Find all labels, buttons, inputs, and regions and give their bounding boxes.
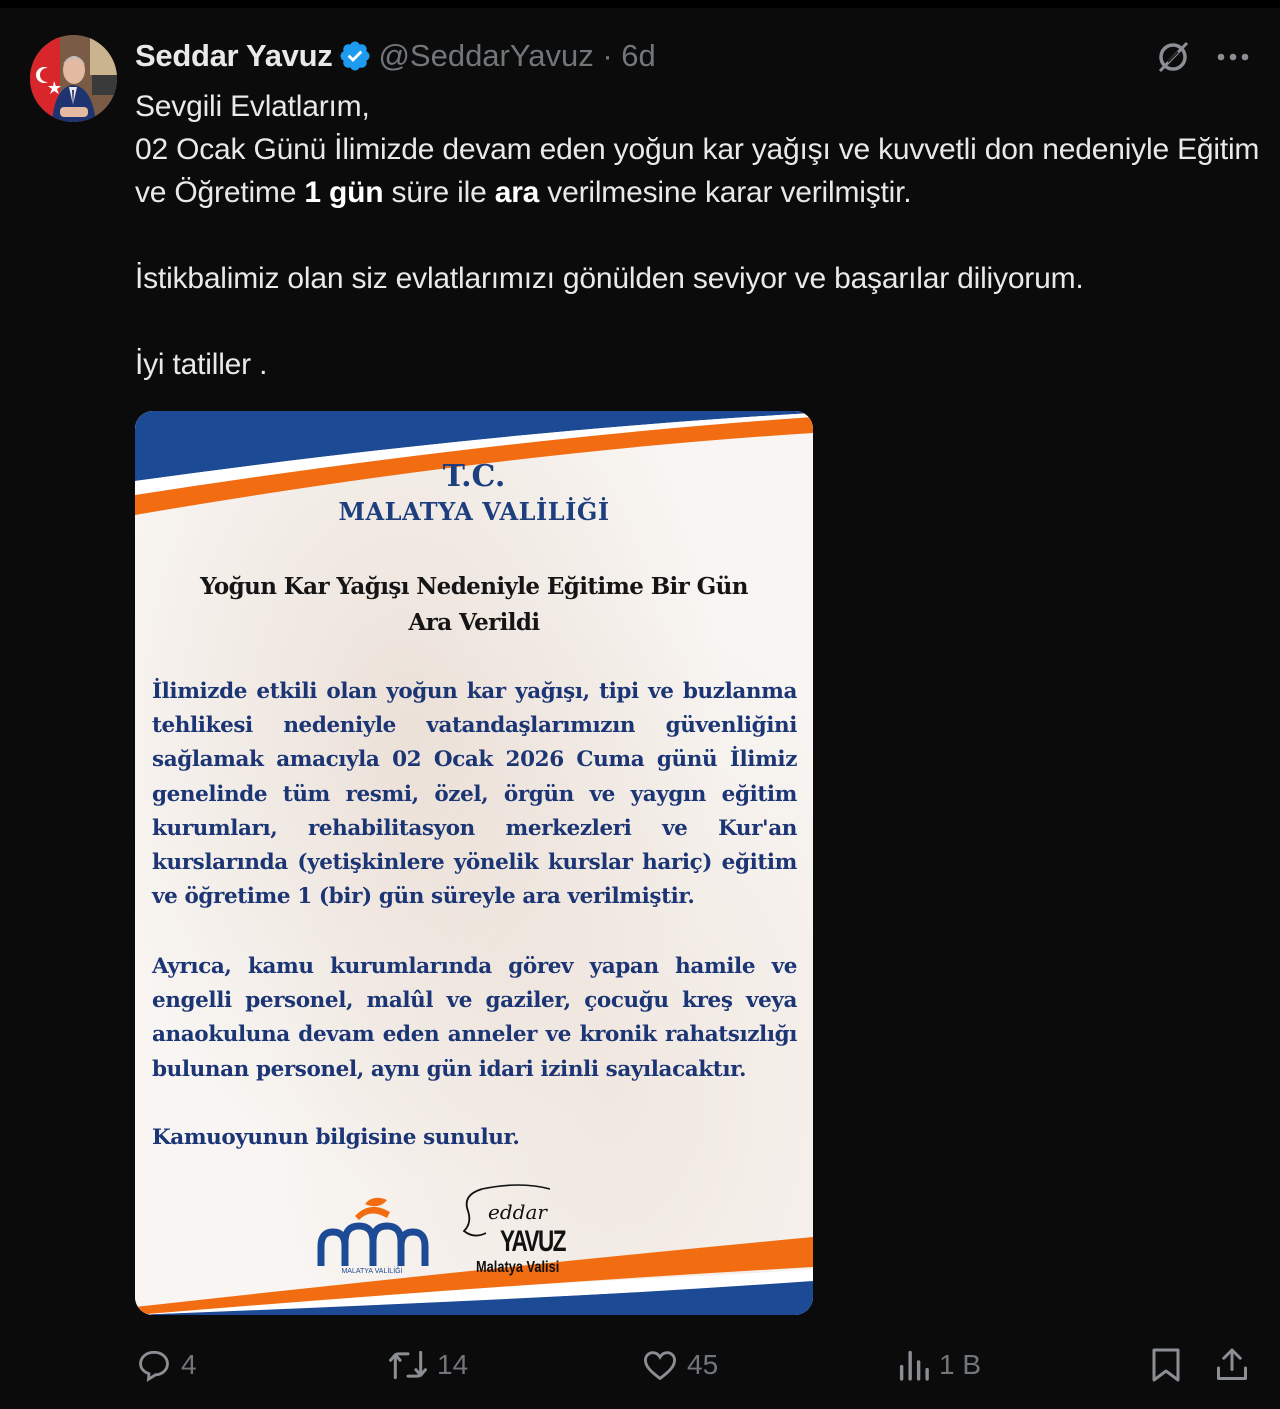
views-button[interactable] (897, 1340, 981, 1390)
doc-paragraph-1: İlimizde etkili olan yoğun kar yağışı, tipi ve buzlanma tehlikesi nedeniyle vatandaşlarımızın güvenliğini sağlamak amacıyla 02 Ocak 2026 Cuma günü İlimiz genelinde tüm resmi, özel, örgün ve yaygın eğitim kurumları, rehabilitasyon merkezleri ve Kur'an kurslarında (yetişkinlere yönelik kurslar hariç) eğitim ve öğretime 1 (bir) gün süreyle ara verilmiştir. (152, 679, 797, 910)
bold-span: ara (494, 176, 540, 209)
repost-icon (387, 1346, 429, 1384)
like-button[interactable] (641, 1340, 718, 1390)
text-span: 02 Ocak Günü İlimizde devam eden yoğun kar yağışı ve kuvvetli don nedeniyle Eğitim ve Öğretime (135, 133, 1260, 209)
more-button[interactable] (1216, 51, 1250, 63)
governor-signature (460, 1181, 580, 1281)
tweet-text (135, 85, 1265, 386)
tweet-actions (135, 1340, 1255, 1390)
author-handle-and-time[interactable]: @SeddarYavuz · 6d (378, 38, 656, 73)
doc-tc: T.C. (442, 459, 506, 494)
views-count: 1 B (939, 1349, 982, 1380)
grok-button[interactable] (1154, 38, 1192, 76)
bookmark-icon (1148, 1345, 1184, 1385)
more-icon (1216, 51, 1250, 63)
announcement-document (135, 411, 813, 1315)
logo-caption: MALATYA VALİLİĞİ (341, 1268, 403, 1274)
tweet-line-closing: İyi tatiller . (135, 348, 268, 381)
bold-span: 1 gün (304, 176, 384, 209)
signature-role: Malatya Valisi (476, 1259, 560, 1276)
like-count: 45 (687, 1349, 719, 1380)
tweet-line-greeting: Sevgili Evlatlarım, (135, 90, 370, 123)
bookmark-button[interactable] (1148, 1340, 1184, 1390)
doc-paragraph-2: Ayrıca, kamu kurumlarında görev yapan hamile ve engelli personel, malûl ve gaziler, çocuğu kreş veya anaokuluna devam eden anneler ve kronik rahatsızlığı bulunan personel, aynı gün idari izinli sayılacaktır. (152, 954, 797, 1082)
doc-office: MALATYA VALİLİĞİ (338, 497, 610, 526)
valilik-logo-icon (315, 1194, 430, 1274)
tweet-line-announcement (135, 128, 1265, 214)
share-icon (1214, 1345, 1250, 1385)
share-button[interactable] (1214, 1340, 1250, 1390)
views-chart-icon (897, 1346, 931, 1384)
verified-badge-icon (338, 39, 372, 73)
tweet-top-actions (1154, 38, 1250, 76)
signature-script: eddar (488, 1200, 547, 1224)
reply-button[interactable] (135, 1340, 197, 1390)
repost-button[interactable] (387, 1340, 468, 1390)
valilik-logo (315, 1194, 430, 1278)
doc-paragraph-3: Kamuoyunun bilgisine sunulur. (152, 1125, 520, 1150)
tweet-image[interactable] (135, 411, 813, 1315)
reply-icon (135, 1346, 173, 1384)
text-span: verilmesine karar verilmiştir. (539, 176, 912, 209)
doc-title: Yoğun Kar Yağışı Nedeniyle Eğitime Bir Gün Ara Verildi (200, 573, 748, 636)
signature-name: YAVUZ (500, 1225, 566, 1258)
top-edge (0, 0, 1280, 8)
tweet-line-wishes: İstikbalimiz olan siz evlatlarımızı gönülden seviyor ve başarılar diliyorum. (135, 262, 1084, 295)
repost-count: 14 (437, 1349, 469, 1380)
author-name[interactable]: Seddar Yavuz (135, 38, 333, 73)
heart-icon (641, 1346, 679, 1384)
tweet-header (135, 36, 656, 76)
reply-count: 4 (181, 1349, 197, 1380)
avatar[interactable] (30, 35, 117, 122)
grok-icon (1154, 38, 1192, 76)
profile-photo-icon (30, 35, 117, 122)
text-span: süre ile (383, 176, 495, 209)
